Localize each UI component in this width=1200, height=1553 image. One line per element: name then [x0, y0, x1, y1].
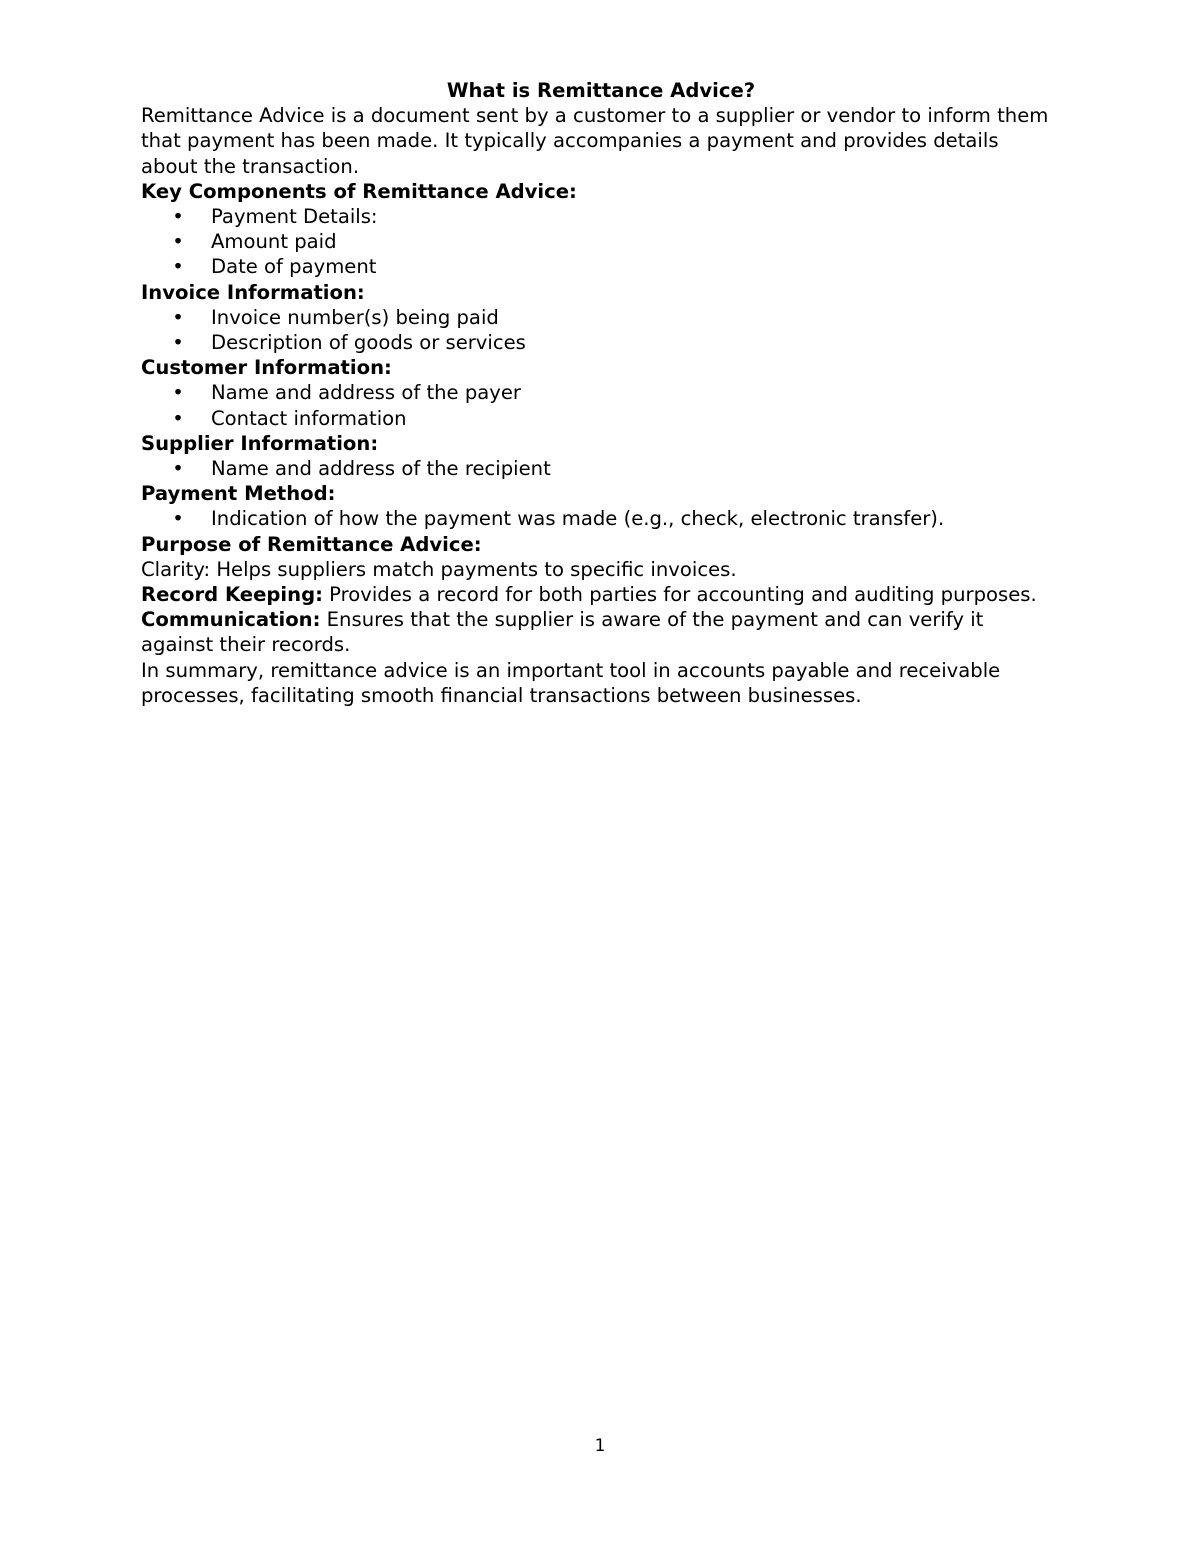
communication-label: Communication: — [141, 608, 321, 632]
document-body — [141, 78, 1061, 708]
record-keeping-text: Provides a record for both parties for accounting and auditing purposes. — [322, 583, 1037, 607]
payment-method-heading: Payment Method: — [141, 482, 336, 506]
summary-paragraph: In summary, remittance advice is an important tool in accounts payable and receivable processes, facilitating smooth financial transactions between businesses. — [141, 658, 1001, 707]
record-keeping-paragraph — [141, 582, 1061, 607]
list-item-text: Contact information — [211, 406, 407, 430]
list-item-text: Amount paid — [211, 230, 337, 254]
bullet-icon: • — [172, 331, 184, 355]
key-components-list — [141, 204, 1061, 280]
bullet-icon: • — [172, 205, 184, 229]
supplier-information-heading: Supplier Information: — [141, 431, 379, 455]
bullet-icon: • — [172, 381, 184, 405]
list-item — [141, 229, 1061, 254]
list-item — [141, 380, 1061, 405]
list-item-text: Description of goods or services — [211, 331, 526, 355]
list-item-text: Invoice number(s) being paid — [211, 305, 499, 329]
clarity-paragraph: Clarity: Helps suppliers match payments to specific invoices. — [141, 557, 737, 581]
key-components-heading: Key Components of Remittance Advice: — [141, 179, 577, 203]
list-item — [141, 330, 1061, 355]
communication-paragraph — [141, 607, 1061, 657]
invoice-information-heading: Invoice Information: — [141, 280, 365, 304]
customer-information-heading: Customer Information: — [141, 356, 392, 380]
bullet-icon: • — [172, 255, 184, 279]
customer-information-list — [141, 380, 1061, 430]
communication-text: Ensures that the supplier is aware of the payment and can verify it against their records. — [141, 608, 984, 657]
list-item — [141, 254, 1061, 279]
page-number: 1 — [594, 1436, 606, 1456]
intro-paragraph: Remittance Advice is a document sent by a customer to a supplier or vendor to inform them that payment has been made. It typically accompanies a payment and provides details about the transaction. — [141, 104, 1049, 178]
payment-method-list — [141, 506, 1061, 531]
bullet-icon: • — [172, 305, 184, 329]
list-item — [141, 305, 1061, 330]
record-keeping-label: Record Keeping: — [141, 583, 323, 607]
list-item — [141, 204, 1061, 229]
bullet-icon: • — [172, 457, 184, 481]
list-item-text: Date of payment — [211, 255, 377, 279]
bullet-icon: • — [172, 230, 184, 254]
supplier-information-list — [141, 456, 1061, 481]
list-item — [141, 406, 1061, 431]
list-item-text: Payment Details: — [211, 205, 378, 229]
purpose-heading: Purpose of Remittance Advice: — [141, 532, 482, 556]
list-item — [141, 506, 1061, 531]
document-title: What is Remittance Advice? — [446, 79, 756, 102]
invoice-information-list — [141, 305, 1061, 355]
bullet-icon: • — [172, 507, 184, 531]
list-item-text: Name and address of the payer — [211, 381, 521, 405]
list-item — [141, 456, 1061, 481]
list-item-text: Name and address of the recipient — [211, 457, 551, 481]
bullet-icon: • — [172, 406, 184, 430]
list-item-text: Indication of how the payment was made (e.g., check, electronic transfer). — [211, 507, 945, 531]
